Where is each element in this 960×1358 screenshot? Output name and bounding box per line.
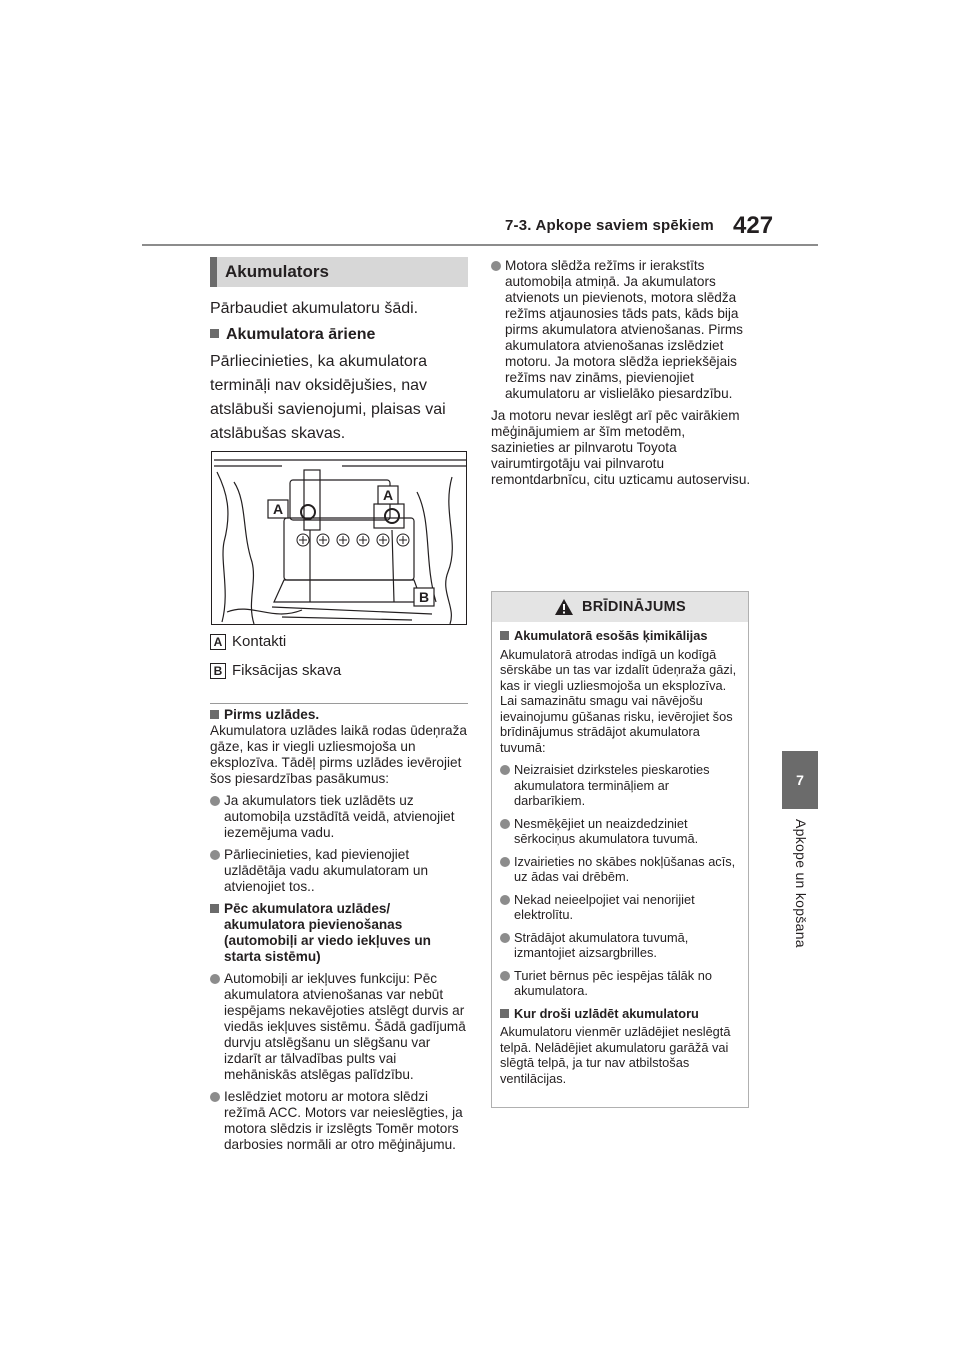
- chapter-label: Apkope un kopšana: [793, 819, 809, 948]
- after-charging-heading: Pēc akumulatora uzlādes/ akumulatora pievienošanas (automobiļi ar viedo iekļuves un starta sistēmu): [210, 901, 468, 965]
- list-item: Nesmēķējiet un neaizdedziniet sērkociņus akumulatora tuvumā.: [500, 816, 740, 847]
- callout-a-left-label: A: [272, 501, 284, 517]
- intro-text: Pārbaudiet akumulatoru šādi.: [210, 300, 419, 317]
- chemicals-text: Akumulatorā atrodas indīgā un kodīgā sērskābe un tas var izdalīt ūdeņraža gāzi, kas ir viegli uzliesmojoša un eksplozīva. Lai samazinātu smagu vai nāvējošu ievainojumu gūšanas risku, ievērojiet šos brīdinājumus strādājot akumulatora tuvumā:: [500, 646, 737, 755]
- list-item: Motora slēdža režīms ir ierakstīts automobiļa atmiņā. Ja akumulators atvienots un pievienots, motora slēdža režīms atjaunosies tāds pats, kāds bija pirms akumulatora atvienošanas. Pirms akumulatora atvienošanas izslēdziet motoru. Ja motora slēdža iepriekšējais režīms nav zināms, pievienojiet akumulatoru ar vislielāko piesardzību.: [491, 258, 751, 402]
- header-divider: [142, 244, 818, 246]
- section-title: 7-3. Apkope saviem spēkiem: [505, 217, 714, 234]
- exterior-heading: [210, 324, 468, 346]
- legend-label-a: Kontakti: [232, 633, 287, 650]
- list-item: Automobiļi ar iekļuves funkciju: Pēc akumulatora atvienošanas var nebūt iespējams nekavējoties atslēgt durvis ar viedās iekļuves sistēmu. Šādā gadījumā durvju atslēgšanu un slēgšanu var izdarīt ar tālvadības pults vai mehāniskās atslēgas palīdzību.: [210, 971, 468, 1083]
- callout-b-label: B: [418, 589, 430, 605]
- warning-title: BRĪDINĀJUMS: [582, 599, 686, 615]
- after-charging-note: Ja motoru nevar ieslēgt arī pēc vairākiem mēģinājumiem ar šīm metodēm, sazinieties ar pilnvarotu Toyota vairumtirgotāju vai pilnvarotu remontdarbnīcu, citu uzticamu autoservisu.: [491, 408, 751, 487]
- list-item: Turiet bērnus pēc iespējas tālāk no akumulatora.: [500, 968, 740, 999]
- warning-box: [491, 591, 749, 1108]
- legend-label-b: Fiksācijas skava: [232, 662, 342, 679]
- list-item: Strādājot akumulatora tuvumā, izmantojiet aizsargbrilles.: [500, 930, 740, 961]
- battery-photo: [211, 451, 467, 625]
- legend-key-b: B: [210, 663, 226, 679]
- before-charging-text: Akumulatora uzlādes laikā rodas ūdeņraža gāze, kas ir viegli uzliesmojoša un eksplozīva. Tādēļ pirms uzlādes ievērojiet šos piesardzības pasākumus:: [210, 723, 467, 786]
- chemicals-heading: Akumulatorā esošās ķimikālijas: [500, 628, 740, 644]
- list-item: Izvairieties no skābes nokļūšanas acīs, uz ādas vai drēbēm.: [500, 854, 740, 885]
- legend-item-b: [210, 662, 341, 679]
- page-number: 427: [733, 212, 774, 239]
- before-charging-heading: Pirms uzlādes.: [210, 707, 468, 723]
- list-item: Nekad neieelpojiet vai nenorijiet elektrolītu.: [500, 892, 740, 923]
- warning-content: [492, 622, 748, 1086]
- chapter-tab[interactable]: 7: [782, 751, 818, 809]
- charging-notes-right: [491, 258, 751, 494]
- exterior-heading-text: Akumulatora āriene: [226, 326, 376, 343]
- charging-notes-left: [210, 707, 468, 1159]
- section-divider: [210, 703, 468, 704]
- where-to-charge-heading: Kur droši uzlādēt akumulatoru: [500, 1006, 740, 1022]
- where-to-charge-text: Akumulatoru vienmēr uzlādējiet neslēgtā telpā. Nelādējiet akumulatoru garāžā vai slēgtā telpā, ja tur nav atbilstošas ventilācijas.: [500, 1024, 731, 1086]
- callout-a-right-label: A: [382, 487, 394, 503]
- callout-a-right: [378, 486, 398, 504]
- list-item: Ieslēdziet motoru ar motora slēdzi režīmā ACC. Motors var neieslēgties, ja motora slēdzis ir izslēgts Tomēr motors darbosies normāli ar otro mēģinājumu.: [210, 1089, 468, 1153]
- battery-illustration: [212, 452, 467, 625]
- callout-b: [414, 588, 434, 606]
- legend-item-a: [210, 633, 286, 650]
- warning-header: [492, 592, 748, 622]
- list-item: Ja akumulators tiek uzlādēts uz automobiļa uzstādītā veidā, atvienojiet iezemējuma vadu.: [210, 793, 468, 841]
- list-item: Pārliecinieties, kad pievienojiet uzlādētāja vadu akumulatoram un atvienojiet tos..: [210, 847, 468, 895]
- legend-key-a: A: [210, 634, 226, 650]
- exterior-text: Pārliecinieties, ka akumulatora termināļi nav oksidējušies, nav atslābuši savienojumi, plaisas vai atslābušas skavas.: [210, 353, 446, 442]
- list-item: Neizraisiet dzirksteles pieskaroties akumulatora termināļiem ar darbarīkiem.: [500, 762, 740, 809]
- section-heading-battery: Akumulators: [210, 257, 468, 287]
- square-bullet-icon: [210, 329, 219, 338]
- warning-triangle-icon: [554, 598, 574, 616]
- callout-a-left: [268, 500, 288, 518]
